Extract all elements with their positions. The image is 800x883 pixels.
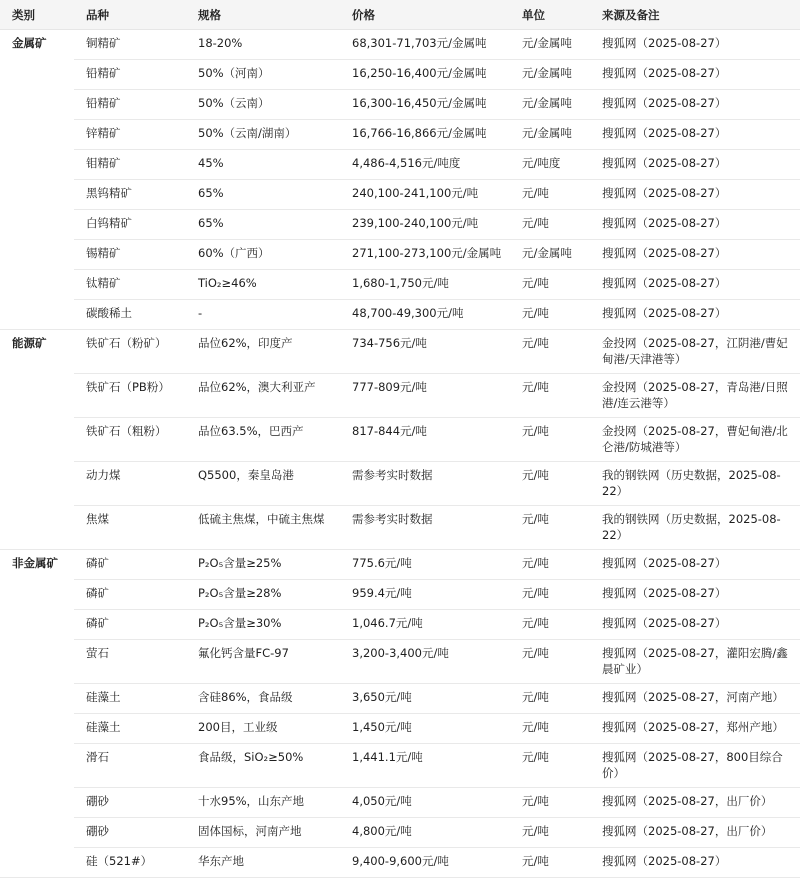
variety-cell: 铅精矿 [74, 60, 186, 90]
source-cell: 搜狐网（2025-08-27，灌阳宏腾/鑫晨矿业） [590, 640, 800, 684]
price-cell: 3,650元/吨 [340, 684, 510, 714]
table-header-row [0, 0, 800, 30]
category-cell [0, 90, 74, 120]
source-cell: 搜狐网（2025-08-27，出厂价） [590, 788, 800, 818]
header-unit: 单位 [510, 0, 590, 30]
table-row [0, 640, 800, 684]
price-cell: 777-809元/吨 [340, 374, 510, 418]
variety-cell: 磷矿 [74, 610, 186, 640]
unit-cell: 元/吨 [510, 684, 590, 714]
source-cell: 搜狐网（2025-08-27） [590, 150, 800, 180]
table-row [0, 330, 800, 374]
variety-cell: 铅精矿 [74, 90, 186, 120]
variety-cell: 碳酸稀土 [74, 300, 186, 330]
source-cell: 搜狐网（2025-08-27） [590, 610, 800, 640]
variety-cell: 铜精矿 [74, 30, 186, 60]
unit-cell: 元/吨 [510, 818, 590, 848]
price-cell: 16,300-16,450元/金属吨 [340, 90, 510, 120]
price-cell: 3,200-3,400元/吨 [340, 640, 510, 684]
category-cell [0, 744, 74, 788]
category-cell: 非金属矿 [12, 556, 58, 570]
source-cell: 搜狐网（2025-08-27） [590, 210, 800, 240]
category-cell [0, 580, 74, 610]
spec-cell: 65% [186, 210, 340, 240]
table-row [0, 714, 800, 744]
category-cell [0, 640, 74, 684]
variety-cell: 白钨精矿 [74, 210, 186, 240]
spec-cell: 低硫主焦煤，中硫主焦煤 [186, 506, 340, 550]
spec-cell: 65% [186, 180, 340, 210]
table-row [0, 270, 800, 300]
table-row [0, 550, 800, 580]
source-cell: 搜狐网（2025-08-27，河南产地） [590, 684, 800, 714]
unit-cell: 元/金属吨 [510, 240, 590, 270]
price-cell: 959.4元/吨 [340, 580, 510, 610]
variety-cell: 硼砂 [74, 818, 186, 848]
source-cell: 搜狐网（2025-08-27） [590, 120, 800, 150]
price-cell: 16,766-16,866元/金属吨 [340, 120, 510, 150]
variety-cell: 黑钨精矿 [74, 180, 186, 210]
header-variety: 品种 [74, 0, 186, 30]
source-cell: 搜狐网（2025-08-27） [590, 300, 800, 330]
spec-cell: 50%（云南/湖南） [186, 120, 340, 150]
source-cell: 搜狐网（2025-08-27） [590, 90, 800, 120]
price-cell: 240,100-241,100元/吨 [340, 180, 510, 210]
spec-cell: - [186, 300, 340, 330]
header-price: 价格 [340, 0, 510, 30]
category-cell [0, 818, 74, 848]
unit-cell: 元/吨 [510, 506, 590, 550]
unit-cell: 元/金属吨 [510, 30, 590, 60]
unit-cell: 元/吨度 [510, 150, 590, 180]
price-cell: 48,700-49,300元/吨 [340, 300, 510, 330]
variety-cell: 焦煤 [74, 506, 186, 550]
unit-cell: 元/吨 [510, 640, 590, 684]
header-spec: 规格 [186, 0, 340, 30]
unit-cell: 元/吨 [510, 270, 590, 300]
variety-cell: 锡精矿 [74, 240, 186, 270]
category-cell [0, 610, 74, 640]
source-cell: 搜狐网（2025-08-27，郑州产地） [590, 714, 800, 744]
table-row [0, 462, 800, 506]
source-cell: 搜狐网（2025-08-27） [590, 270, 800, 300]
variety-cell: 动力煤 [74, 462, 186, 506]
price-cell: 1,441.1元/吨 [340, 744, 510, 788]
source-cell: 金投网（2025-08-27，江阴港/曹妃甸港/天津港等） [590, 330, 800, 374]
variety-cell: 硅藻土 [74, 714, 186, 744]
category-cell [0, 506, 74, 550]
spec-cell: P₂O₅含量≥30% [186, 610, 340, 640]
source-cell: 搜狐网（2025-08-27） [590, 848, 800, 878]
header-category: 类别 [0, 0, 74, 30]
source-cell: 我的钢铁网（历史数据，2025-08-22） [590, 506, 800, 550]
category-cell [0, 150, 74, 180]
table-row [0, 744, 800, 788]
price-cell: 4,800元/吨 [340, 818, 510, 848]
unit-cell: 元/金属吨 [510, 120, 590, 150]
spec-cell: 50%（河南） [186, 60, 340, 90]
table-row [0, 210, 800, 240]
table-row [0, 580, 800, 610]
source-cell: 搜狐网（2025-08-27） [590, 550, 800, 580]
spec-cell: 45% [186, 150, 340, 180]
spec-cell: 固体国标，河南产地 [186, 818, 340, 848]
price-cell: 239,100-240,100元/吨 [340, 210, 510, 240]
price-cell: 4,486-4,516元/吨度 [340, 150, 510, 180]
variety-cell: 硅藻土 [74, 684, 186, 714]
price-cell: 需参考实时数据 [340, 462, 510, 506]
price-cell: 1,680-1,750元/吨 [340, 270, 510, 300]
table-row [0, 818, 800, 848]
variety-cell: 钛精矿 [74, 270, 186, 300]
table-row [0, 374, 800, 418]
unit-cell: 元/吨 [510, 580, 590, 610]
category-cell [0, 240, 74, 270]
spec-cell: 18-20% [186, 30, 340, 60]
table-row [0, 506, 800, 550]
table-row [0, 60, 800, 90]
category-cell [0, 684, 74, 714]
unit-cell: 元/吨 [510, 744, 590, 788]
unit-cell: 元/吨 [510, 550, 590, 580]
price-cell: 需参考实时数据 [340, 506, 510, 550]
source-cell: 金投网（2025-08-27，青岛港/日照港/连云港等） [590, 374, 800, 418]
source-cell: 金投网（2025-08-27，曹妃甸港/北仑港/防城港等） [590, 418, 800, 462]
variety-cell: 铁矿石（粉矿） [74, 330, 186, 374]
table-row [0, 418, 800, 462]
source-cell: 搜狐网（2025-08-27，800目综合价） [590, 744, 800, 788]
spec-cell: P₂O₅含量≥28% [186, 580, 340, 610]
table-row [0, 300, 800, 330]
variety-cell: 铁矿石（PB粉） [74, 374, 186, 418]
table-row [0, 180, 800, 210]
unit-cell: 元/金属吨 [510, 90, 590, 120]
category-cell [0, 180, 74, 210]
unit-cell: 元/吨 [510, 610, 590, 640]
source-cell: 搜狐网（2025-08-27） [590, 580, 800, 610]
table-row [0, 788, 800, 818]
table-row [0, 610, 800, 640]
variety-cell: 钼精矿 [74, 150, 186, 180]
category-cell [0, 418, 74, 462]
unit-cell: 元/吨 [510, 180, 590, 210]
price-cell: 9,400-9,600元/吨 [340, 848, 510, 878]
variety-cell: 滑石 [74, 744, 186, 788]
spec-cell: 60%（广西） [186, 240, 340, 270]
category-cell [0, 788, 74, 818]
price-cell: 16,250-16,400元/金属吨 [340, 60, 510, 90]
unit-cell: 元/吨 [510, 210, 590, 240]
category-cell [0, 270, 74, 300]
source-cell: 搜狐网（2025-08-27） [590, 30, 800, 60]
unit-cell: 元/吨 [510, 418, 590, 462]
spec-cell: Q5500，秦皇岛港 [186, 462, 340, 506]
spec-cell: 品位62%，印度产 [186, 330, 340, 374]
table-row [0, 150, 800, 180]
source-cell: 搜狐网（2025-08-27） [590, 180, 800, 210]
unit-cell: 元/吨 [510, 462, 590, 506]
category-cell: 金属矿 [12, 36, 47, 50]
unit-cell: 元/吨 [510, 788, 590, 818]
spec-cell: 十水95%，山东产地 [186, 788, 340, 818]
source-cell: 搜狐网（2025-08-27） [590, 60, 800, 90]
spec-cell: 食品级，SiO₂≥50% [186, 744, 340, 788]
variety-cell: 硼砂 [74, 788, 186, 818]
category-cell [0, 300, 74, 330]
variety-cell: 磷矿 [74, 550, 186, 580]
variety-cell: 硅（521#） [74, 848, 186, 878]
unit-cell: 元/吨 [510, 300, 590, 330]
spec-cell: 50%（云南） [186, 90, 340, 120]
table-row [0, 240, 800, 270]
table-row [0, 90, 800, 120]
unit-cell: 元/金属吨 [510, 60, 590, 90]
variety-cell: 锌精矿 [74, 120, 186, 150]
category-cell [0, 60, 74, 90]
variety-cell: 磷矿 [74, 580, 186, 610]
price-cell: 1,046.7元/吨 [340, 610, 510, 640]
price-cell: 68,301-71,703元/金属吨 [340, 30, 510, 60]
spec-cell: 含硅86%，食品级 [186, 684, 340, 714]
unit-cell: 元/吨 [510, 714, 590, 744]
spec-cell: 华东产地 [186, 848, 340, 878]
price-cell: 4,050元/吨 [340, 788, 510, 818]
category-cell [0, 462, 74, 506]
table-row [0, 848, 800, 878]
category-cell [0, 848, 74, 878]
unit-cell: 元/吨 [510, 374, 590, 418]
table-row [0, 30, 800, 60]
spec-cell: 氟化钙含量FC-97 [186, 640, 340, 684]
source-cell: 搜狐网（2025-08-27） [590, 240, 800, 270]
spec-cell: 200目，工业级 [186, 714, 340, 744]
header-source: 来源及备注 [590, 0, 800, 30]
variety-cell: 铁矿石（粗粉） [74, 418, 186, 462]
price-cell: 734-756元/吨 [340, 330, 510, 374]
category-cell [0, 374, 74, 418]
category-cell [0, 120, 74, 150]
spec-cell: P₂O₅含量≥25% [186, 550, 340, 580]
price-cell: 817-844元/吨 [340, 418, 510, 462]
price-cell: 775.6元/吨 [340, 550, 510, 580]
unit-cell: 元/吨 [510, 330, 590, 374]
spec-cell: 品位63.5%，巴西产 [186, 418, 340, 462]
category-cell [0, 714, 74, 744]
spec-cell: TiO₂≥46% [186, 270, 340, 300]
variety-cell: 萤石 [74, 640, 186, 684]
unit-cell: 元/吨 [510, 848, 590, 878]
price-cell: 1,450元/吨 [340, 714, 510, 744]
spec-cell: 品位62%，澳大利亚产 [186, 374, 340, 418]
source-cell: 我的钢铁网（历史数据，2025-08-22） [590, 462, 800, 506]
source-cell: 搜狐网（2025-08-27，出厂价） [590, 818, 800, 848]
category-cell: 能源矿 [12, 336, 47, 350]
price-cell: 271,100-273,100元/金属吨 [340, 240, 510, 270]
table-row [0, 120, 800, 150]
table-row [0, 684, 800, 714]
category-cell [0, 210, 74, 240]
